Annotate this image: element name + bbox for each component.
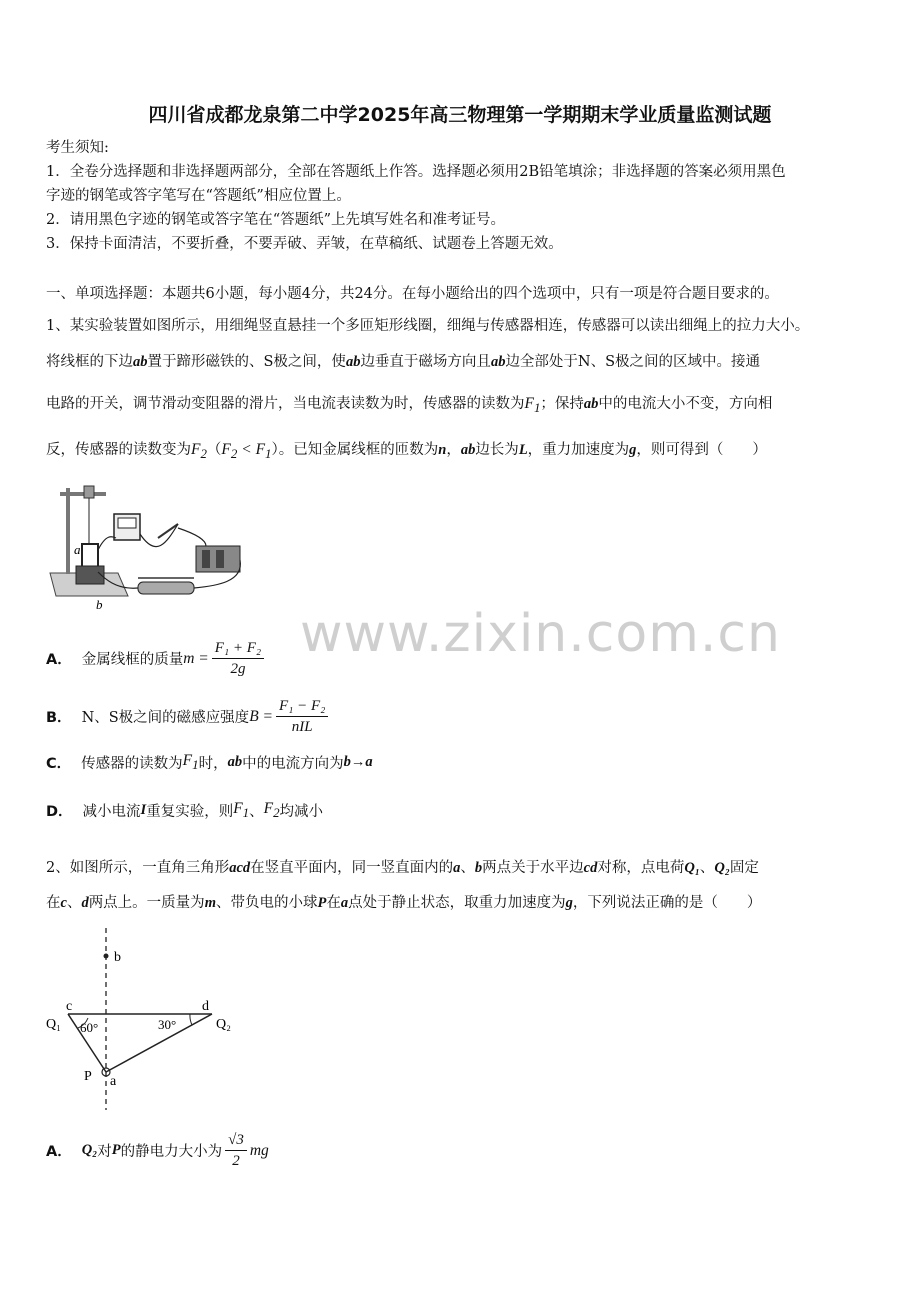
stand-arm — [60, 492, 106, 496]
notice-line: 3．保持卡面清洁，不要折叠，不要弄破、弄皱，在草稿纸、试题卷上答题无效。 — [46, 236, 563, 252]
svg-text:Q₁: Q₁ — [46, 1017, 61, 1032]
q2-line1: 2、如图所示，一直角三角形acd在竖直平面内，同一竖直面内的a、b两点关于水平边cd对称，点电荷Q₁、Q₂固定 — [46, 860, 759, 876]
notice-line: 2．请用黑色字迹的钢笔或答字笔在“答题纸”上先填写姓名和准考证号。 — [46, 212, 506, 228]
q2-line2: 在c、d两点上。一质量为m、带负电的小球P在a点处于静止状态，取重力加速度为g，下列说法正确的是（ ） — [46, 895, 762, 911]
svg-text:60°: 60° — [80, 1020, 99, 1035]
svg-text:a: a — [110, 1074, 117, 1089]
svg-text:d: d — [202, 999, 209, 1014]
page-title: 四川省成都龙泉第二中学2025年高三物理第一学期期末学业质量监测试题 — [148, 104, 772, 126]
svg-text:Q₂: Q₂ — [216, 1017, 231, 1032]
q1-line2: 将线框的下边ab置于蹄形磁铁的、S极之间，使ab边垂直于磁场方向且ab边全部处于N、S极之间的区域中。接通 — [46, 354, 761, 370]
stand-pole — [66, 488, 70, 574]
label-a: a — [74, 542, 81, 557]
rheostat — [138, 582, 194, 594]
svg-text:P: P — [84, 1069, 92, 1084]
svg-text:c: c — [66, 999, 73, 1014]
q1-option-d: D． 减小电流 I 重复实验，则 $F_1$ 、 $F_2$ 均减小 — [46, 800, 324, 821]
notice-heading: 考生须知: — [46, 140, 109, 156]
q1-line1: 1、某实验装置如图所示，用细绳竖直悬挂一个多匝矩形线圈，细绳与传感器相连，传感器可以读出细绳上的拉力大小。 — [46, 318, 810, 334]
notice-line: 字迹的钢笔或答字笔写在“答题纸”相应位置上。 — [46, 188, 351, 204]
horseshoe-magnet — [76, 566, 104, 584]
switch — [158, 524, 178, 538]
q1-option-b: B． N、S极之间的磁感应强度 B = $\frac{\text{F₁ − F₂}}{\text{nIL}}$ — [46, 696, 331, 737]
watermark: www.zixin.com.cn — [300, 604, 781, 664]
q1-option-a: A． 金属线框的质量 m = $\frac{\text{F₁ + F₂}}{2g}$ — [46, 638, 267, 679]
q1-apparatus-figure — [46, 478, 246, 613]
notice-line: 1．全卷分选择题和非选择题两部分，全部在答题纸上作答。选择题必须用2B铅笔填涂；非选择题的答案必须用黑色 — [46, 164, 786, 180]
q2-triangle-figure — [40, 922, 260, 1122]
q1-line3: 电路的开关，调节滑动变阻器的滑片，当电流表读数为时，传感器的读数为$F_1$；保持ab中的电流大小不变，方向相 — [46, 395, 773, 416]
svg-text:30°: 30° — [158, 1017, 177, 1032]
q1-line4: 反，传感器的读数变为$F_2(F_2 < F_1)$。已知金属线框的匝数为n，ab边长为L，重力加速度为g，则可得到（ ） — [46, 441, 767, 462]
force-sensor — [84, 486, 94, 498]
svg-text:b: b — [114, 950, 121, 965]
q2-option-a: A． Q₂ 对 P 的静电力大小为 $\frac{√3}{2}$ mg — [46, 1132, 269, 1169]
point-b — [104, 954, 109, 959]
section-heading: 一、单项选择题：本题共6小题，每小题4分，共24分。在每小题给出的四个选项中，只有一项是符合题目要求的。 — [46, 286, 779, 302]
q1-option-c: C． 传感器的读数为 $F_1$ 时， ab 中的电流方向为 b→a — [46, 752, 373, 773]
label-b: b — [96, 597, 103, 612]
